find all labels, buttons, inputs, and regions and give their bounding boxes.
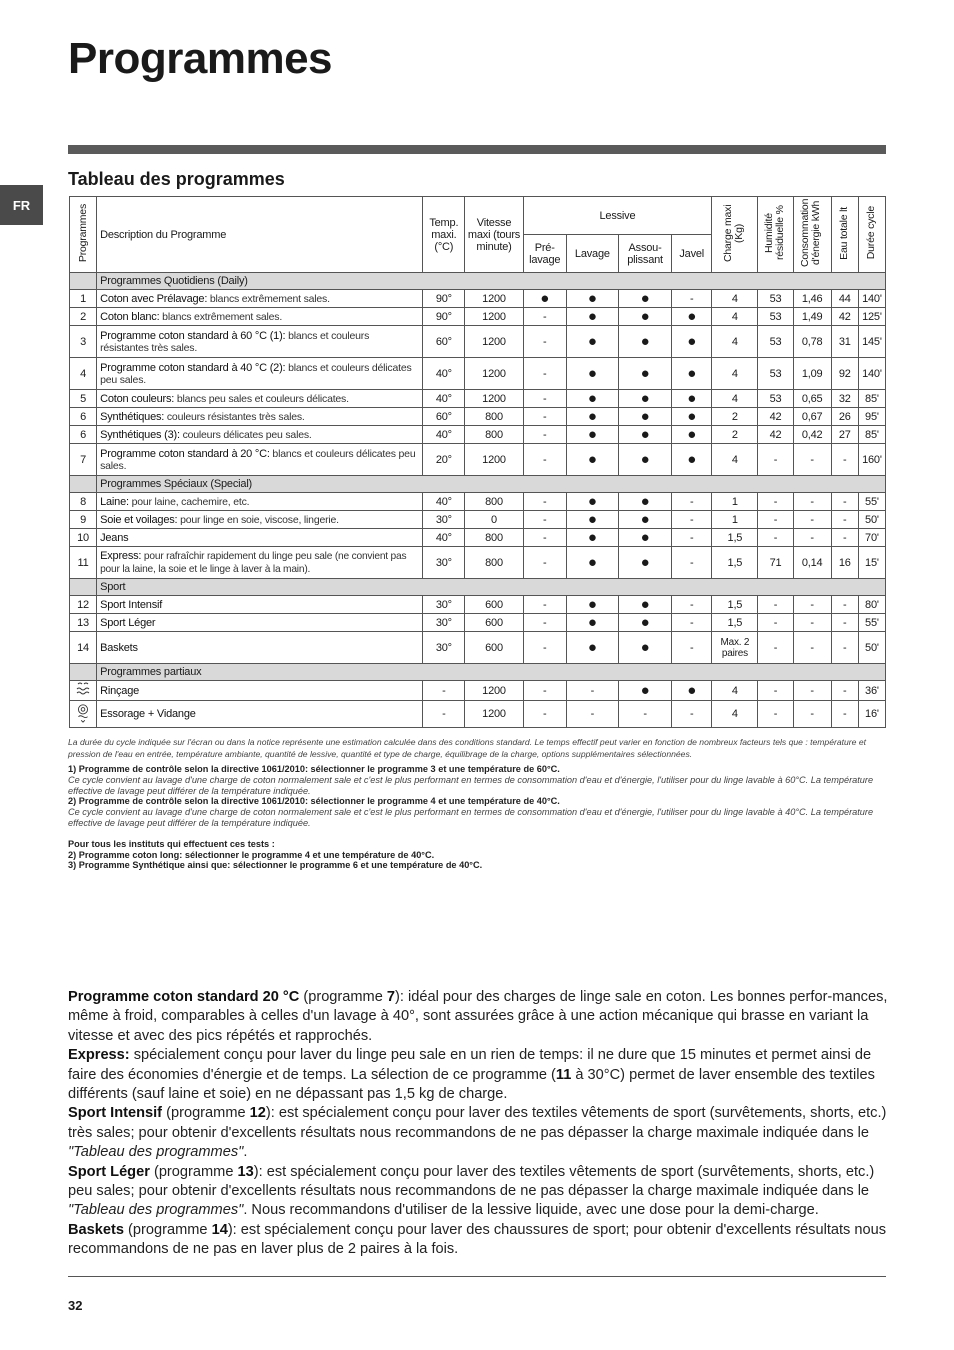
header-lavage: Lavage (566, 235, 618, 273)
header-vitesse: Vitesse maxi (tours minute) (465, 197, 523, 273)
charge-cell: 4 (712, 290, 758, 308)
speed-cell: 800 (465, 493, 523, 511)
eau-cell: 44 (831, 290, 858, 308)
speed-cell: 800 (465, 547, 523, 579)
temp-cell: 60° (423, 408, 465, 426)
lavage-cell: ● (566, 444, 618, 476)
table-row (70, 408, 886, 426)
programme-descriptions (68, 988, 888, 1260)
table-row (70, 290, 886, 308)
prelavage-cell: - (523, 547, 566, 579)
javel-cell: - (672, 529, 712, 547)
header-temp: Temp. maxi. (°C) (423, 197, 465, 273)
programme-description: Coton avec Prélavage: blancs extrêmement sales. (97, 290, 423, 308)
table-row (70, 529, 886, 547)
kwh-cell: 0,67 (793, 408, 831, 426)
humidite-cell: 71 (758, 547, 793, 579)
header-prelavage: Pré-lavage (523, 235, 566, 273)
programme-number: 6 (70, 426, 97, 444)
prelavage-cell: - (523, 614, 566, 632)
assouplissant-cell: ● (618, 390, 671, 408)
prelavage-cell: - (523, 326, 566, 358)
lavage-cell: ● (566, 493, 618, 511)
lavage-cell: ● (566, 390, 618, 408)
header-description: Description du Programme (97, 197, 423, 273)
javel-cell: - (672, 614, 712, 632)
assouplissant-cell: ● (618, 547, 671, 579)
temp-cell: 40° (423, 529, 465, 547)
assouplissant-cell: ● (618, 308, 671, 326)
prelavage-cell: - (523, 426, 566, 444)
kwh-cell: - (793, 614, 831, 632)
temp-cell: - (423, 701, 465, 728)
lavage-cell: ● (566, 547, 618, 579)
page-number: 32 (68, 1298, 83, 1313)
speed-cell: 1200 (465, 701, 523, 728)
javel-cell: - (672, 511, 712, 529)
temp-cell: 30° (423, 632, 465, 664)
table-row (70, 444, 886, 476)
programme-description: Baskets (97, 632, 423, 664)
javel-cell: ● (672, 408, 712, 426)
programme-number: 6 (70, 408, 97, 426)
assouplissant-cell: ● (618, 358, 671, 390)
footnotes (68, 737, 886, 871)
lavage-cell: - (566, 681, 618, 701)
humidite-cell: - (758, 681, 793, 701)
charge-cell: 4 (712, 701, 758, 728)
charge-cell: Max. 2 paires (712, 632, 758, 664)
eau-cell: 42 (831, 308, 858, 326)
humidite-cell: - (758, 444, 793, 476)
section-title: Tableau des programmes (68, 169, 285, 189)
assouplissant-cell: ● (618, 290, 671, 308)
programme-description: Essorage + Vidange (97, 701, 423, 728)
prelavage-cell: - (523, 308, 566, 326)
table-row (70, 681, 886, 701)
para-express: Express: spécialement conçu pour laver du linge peu sale en un rien de temps: il ne dure que 15 minutes et permet ainsi de faire des économies d'énergie et de temps. La sélection de ce programme (11 à 30°C) permet de laver ensemble des textiles différents (sauf laine et soie) en ne dépassant pas 1,5 kg de charge. (68, 1047, 875, 1103)
category-row (70, 664, 886, 681)
temp-cell: - (423, 681, 465, 701)
table-row (70, 426, 886, 444)
temp-cell: 30° (423, 511, 465, 529)
temp-cell: 60° (423, 326, 465, 358)
programme-description: Coton couleurs: blancs peu sales et couleurs délicates. (97, 390, 423, 408)
eau-cell: - (831, 529, 858, 547)
programme-number: 8 (70, 493, 97, 511)
eau-cell: 92 (831, 358, 858, 390)
javel-cell: ● (672, 308, 712, 326)
javel-cell: ● (672, 390, 712, 408)
lavage-cell: ● (566, 290, 618, 308)
table-row (70, 493, 886, 511)
prelavage-cell: - (523, 596, 566, 614)
duree-cell: 95' (858, 408, 885, 426)
charge-cell: 2 (712, 408, 758, 426)
lavage-cell: ● (566, 511, 618, 529)
programme-table (69, 196, 886, 728)
prelavage-cell: - (523, 632, 566, 664)
charge-cell: 4 (712, 326, 758, 358)
speed-cell: 1200 (465, 390, 523, 408)
assouplissant-cell: ● (618, 511, 671, 529)
category-label: Sport (97, 579, 886, 596)
lavage-cell: ● (566, 326, 618, 358)
eau-cell: - (831, 701, 858, 728)
rinse-icon (70, 681, 97, 701)
kwh-cell: - (793, 701, 831, 728)
assouplissant-cell: ● (618, 681, 671, 701)
kwh-cell: - (793, 681, 831, 701)
prelavage-cell: - (523, 701, 566, 728)
assouplissant-cell: ● (618, 614, 671, 632)
charge-cell: 1,5 (712, 596, 758, 614)
duree-cell: 125' (858, 308, 885, 326)
speed-cell: 800 (465, 426, 523, 444)
speed-cell: 0 (465, 511, 523, 529)
programme-description: Synthétiques: couleurs résistantes très sales. (97, 408, 423, 426)
eau-cell: 16 (831, 547, 858, 579)
eau-cell: - (831, 632, 858, 664)
duree-cell: 140' (858, 290, 885, 308)
charge-cell: 1,5 (712, 529, 758, 547)
programme-number: 7 (70, 444, 97, 476)
programme-number: 9 (70, 511, 97, 529)
assouplissant-cell: - (618, 701, 671, 728)
category-row (70, 273, 886, 290)
javel-cell: - (672, 596, 712, 614)
assouplissant-cell: ● (618, 493, 671, 511)
temp-cell: 90° (423, 290, 465, 308)
speed-cell: 800 (465, 529, 523, 547)
temp-cell: 90° (423, 308, 465, 326)
javel-cell: - (672, 290, 712, 308)
lavage-cell: ● (566, 632, 618, 664)
temp-cell: 40° (423, 390, 465, 408)
charge-cell: 1 (712, 493, 758, 511)
humidite-cell: - (758, 596, 793, 614)
programme-number: 11 (70, 547, 97, 579)
kwh-cell: - (793, 596, 831, 614)
table-row (70, 358, 886, 390)
javel-cell: ● (672, 681, 712, 701)
institutes-note-3: 3) Programme Synthétique ainsi que: sélectionner le programme 6 et une température de 40°C. (68, 860, 483, 871)
table-row (70, 326, 886, 358)
lavage-cell: ● (566, 358, 618, 390)
charge-cell: 4 (712, 358, 758, 390)
eau-cell: 32 (831, 390, 858, 408)
kwh-cell: - (793, 444, 831, 476)
duree-cell: 55' (858, 493, 885, 511)
para-sport-leger: Sport Léger (programme 13): est spécialement conçu pour laver des textiles vêtements de sport (survêtements, shorts, etc.) peu sales; pour obtenir d'excellents résultats nous recommandons de ne pas dépasser la charge maximale indiquée dans le "Tableau des programmes". Nous recommandons d'utiliser de la lessive liquide, avec une dose pour la demi-charge. (68, 1163, 875, 1219)
eau-cell: - (831, 493, 858, 511)
kwh-cell: 0,42 (793, 426, 831, 444)
kwh-cell: 1,46 (793, 290, 831, 308)
speed-cell: 600 (465, 596, 523, 614)
duree-cell: 140' (858, 358, 885, 390)
header-eau: Eau totale lt (831, 197, 858, 273)
table-row (70, 308, 886, 326)
spin-drain-icon (70, 701, 97, 728)
programme-number: 14 (70, 632, 97, 664)
language-tab: FR (0, 185, 43, 225)
programme-description: Sport Léger (97, 614, 423, 632)
lavage-cell: ● (566, 308, 618, 326)
programme-table-body (70, 273, 886, 728)
eau-cell: - (831, 511, 858, 529)
temp-cell: 40° (423, 426, 465, 444)
humidite-cell: 53 (758, 358, 793, 390)
eau-cell: - (831, 681, 858, 701)
programme-number: 13 (70, 614, 97, 632)
speed-cell: 1200 (465, 444, 523, 476)
duree-cell: 160' (858, 444, 885, 476)
programme-number: 10 (70, 529, 97, 547)
category-row (70, 476, 886, 493)
programme-description: Synthétiques (3): couleurs délicates peu sales. (97, 426, 423, 444)
programme-description: Express: pour rafraîchir rapidement du linge peu sale (ne convient pas pour la laine, la soie et le linge à laver à la main). (97, 547, 423, 579)
charge-cell: 4 (712, 444, 758, 476)
table-row (70, 596, 886, 614)
lavage-cell: ● (566, 529, 618, 547)
para-baskets: Baskets (programme 14): est spécialement conçu pour laver des chaussures de sport; pour obtenir d'excellents résultats nous recommandons de ne pas en laver plus de 2 paires à la fois. (68, 1221, 887, 1258)
humidite-cell: - (758, 493, 793, 511)
table-row (70, 511, 886, 529)
lavage-cell: - (566, 701, 618, 728)
institutes-note-2: 2) Programme coton long: sélectionner le programme 4 et une température de 40°C. (68, 849, 435, 860)
duree-cell: 50' (858, 632, 885, 664)
eau-cell: 27 (831, 426, 858, 444)
speed-cell: 1200 (465, 358, 523, 390)
kwh-cell: 1,09 (793, 358, 831, 390)
speed-cell: 600 (465, 614, 523, 632)
assouplissant-cell: ● (618, 408, 671, 426)
table-row (70, 614, 886, 632)
prelavage-cell: - (523, 358, 566, 390)
table-row (70, 390, 886, 408)
assouplissant-cell: ● (618, 426, 671, 444)
programme-number: 2 (70, 308, 97, 326)
header-consommation: Consommation d'énergie kWh (793, 197, 831, 273)
institutes-title: Pour tous les instituts qui effectuent ces tests : (68, 838, 275, 849)
temp-cell: 40° (423, 493, 465, 511)
kwh-cell: - (793, 632, 831, 664)
category-label: Programmes Spéciaux (Special) (97, 476, 886, 493)
assouplissant-cell: ● (618, 596, 671, 614)
programme-number: 1 (70, 290, 97, 308)
temp-cell: 20° (423, 444, 465, 476)
prelavage-cell: ● (523, 290, 566, 308)
charge-cell: 1,5 (712, 614, 758, 632)
speed-cell: 1200 (465, 681, 523, 701)
assouplissant-cell: ● (618, 632, 671, 664)
prelavage-cell: - (523, 390, 566, 408)
para-coton-20: Programme coton standard 20 °C (programme 7): idéal pour des charges de linge sale en coton. Les bonnes perfor-mances, même à froid, comparables à celles d'un lavage à 40°, sont assurées grâce à une action mécanique qui brasse en variant la vitesse et avec des pics répétés et rapprochés. (68, 989, 888, 1044)
programme-number: 4 (70, 358, 97, 390)
javel-cell: - (672, 632, 712, 664)
para-sport-intensif: Sport Intensif (programme 12): est spécialement conçu pour laver des textiles vêtements de sport (survêtements, shorts, etc.) très sales; pour obtenir d'excellents résultats nous recommandons de ne pas dépasser la charge maximale indiquée dans le "Tableau des programmes". (68, 1105, 887, 1161)
lavage-cell: ● (566, 614, 618, 632)
prelavage-cell: - (523, 408, 566, 426)
footer-rule (68, 1276, 886, 1277)
header-lessive: Lessive (523, 197, 712, 235)
prelavage-cell: - (523, 529, 566, 547)
programme-description: Sport Intensif (97, 596, 423, 614)
programme-description: Rinçage (97, 681, 423, 701)
category-label: Programmes partiaux (97, 664, 886, 681)
duree-cell: 70' (858, 529, 885, 547)
note2-title: 2) Programme de contrôle selon la directive 1061/2010: sélectionner le programme 4 et une température de 40°C. (68, 796, 560, 807)
prelavage-cell: - (523, 444, 566, 476)
humidite-cell: - (758, 632, 793, 664)
duree-cell: 85' (858, 390, 885, 408)
humidite-cell: 53 (758, 326, 793, 358)
programme-description: Coton blanc: blancs extrêmement sales. (97, 308, 423, 326)
charge-cell: 1 (712, 511, 758, 529)
lavage-cell: ● (566, 408, 618, 426)
temp-cell: 30° (423, 547, 465, 579)
kwh-cell: 0,78 (793, 326, 831, 358)
javel-cell: ● (672, 326, 712, 358)
programme-description: Programme coton standard à 40 °C (2): blancs et couleurs délicates peu sales. (97, 358, 423, 390)
duree-cell: 85' (858, 426, 885, 444)
duree-cell: 55' (858, 614, 885, 632)
header-duree: Durée cycle (858, 197, 885, 273)
header-charge: Charge maxi (Kg) (712, 197, 758, 273)
duree-cell: 15' (858, 547, 885, 579)
programme-number: 12 (70, 596, 97, 614)
kwh-cell: - (793, 493, 831, 511)
table-row (70, 632, 886, 664)
humidite-cell: 42 (758, 408, 793, 426)
speed-cell: 800 (465, 408, 523, 426)
programme-description: Programme coton standard à 20 °C: blancs et couleurs délicates peu sales. (97, 444, 423, 476)
javel-cell: ● (672, 444, 712, 476)
prelavage-cell: - (523, 511, 566, 529)
header-humidite: Humidité résiduelle % (758, 197, 793, 273)
charge-cell: 2 (712, 426, 758, 444)
humidite-cell: 53 (758, 290, 793, 308)
programme-description: Jeans (97, 529, 423, 547)
speed-cell: 600 (465, 632, 523, 664)
speed-cell: 1200 (465, 326, 523, 358)
programme-number: 5 (70, 390, 97, 408)
programme-description: Laine: pour laine, cachemire, etc. (97, 493, 423, 511)
assouplissant-cell: ● (618, 326, 671, 358)
assouplissant-cell: ● (618, 444, 671, 476)
javel-cell: - (672, 547, 712, 579)
category-label: Programmes Quotidiens (Daily) (97, 273, 886, 290)
programme-number: 3 (70, 326, 97, 358)
humidite-cell: - (758, 529, 793, 547)
charge-cell: 4 (712, 390, 758, 408)
kwh-cell: - (793, 529, 831, 547)
table-row (70, 701, 886, 728)
programme-description: Soie et voilages: pour linge en soie, viscose, lingerie. (97, 511, 423, 529)
header-assouplissant: Assou-plissant (618, 235, 671, 273)
duree-cell: 80' (858, 596, 885, 614)
kwh-cell: 0,65 (793, 390, 831, 408)
note1-text: Ce cycle convient au lavage d'une charge de coton normalement sale et c'est le plus performant en termes de consommation d'eau et d'énergie, l'utiliser pour du linge lavable à 60°C. La température effective de lavage peut différer de la température indiquée. (68, 774, 874, 796)
table-row (70, 547, 886, 579)
header-javel: Javel (672, 235, 712, 273)
eau-cell: 26 (831, 408, 858, 426)
temp-cell: 30° (423, 596, 465, 614)
kwh-cell: 1,49 (793, 308, 831, 326)
humidite-cell: 53 (758, 308, 793, 326)
humidite-cell: - (758, 511, 793, 529)
programme-description: Programme coton standard à 60 °C (1): blancs et couleurs résistantes très sales. (97, 326, 423, 358)
humidite-cell: 42 (758, 426, 793, 444)
javel-cell: ● (672, 358, 712, 390)
duration-note: La durée du cycle indiquée sur l'écran ou dans la notice représente une estimation calculée dans des conditions standard. Le temps effectif peut varier en fonction de nombreux facteurs tels que : température et pression de l'eau en entrée, température ambiante, quantité de lessive, quantité et type de charge, équilibrage de la charge, options supplémentaires sélectionnées. (68, 737, 866, 759)
lavage-cell: ● (566, 426, 618, 444)
note1-title: 1) Programme de contrôle selon la directive 1061/2010: sélectionner le programme 3 et une température de 60°C. (68, 764, 560, 774)
page-title: Programmes (68, 34, 333, 83)
duree-cell: 50' (858, 511, 885, 529)
duree-cell: 145' (858, 326, 885, 358)
temp-cell: 40° (423, 358, 465, 390)
javel-cell: ● (672, 426, 712, 444)
charge-cell: 1,5 (712, 547, 758, 579)
speed-cell: 1200 (465, 290, 523, 308)
eau-cell: - (831, 444, 858, 476)
lavage-cell: ● (566, 596, 618, 614)
note2-text: Ce cycle convient au lavage d'une charge de coton normalement sale et c'est le plus performant en termes de consommation d'eau et d'énergie, l'utiliser pour du linge lavable à 40°C. La température effective de lavage peut différer de la température indiquée. (68, 807, 874, 828)
speed-cell: 1200 (465, 308, 523, 326)
humidite-cell: - (758, 701, 793, 728)
assouplissant-cell: ● (618, 529, 671, 547)
charge-cell: 4 (712, 681, 758, 701)
category-row (70, 579, 886, 596)
kwh-cell: 0,14 (793, 547, 831, 579)
prelavage-cell: - (523, 681, 566, 701)
javel-cell: - (672, 493, 712, 511)
prelavage-cell: - (523, 493, 566, 511)
charge-cell: 4 (712, 308, 758, 326)
humidite-cell: - (758, 614, 793, 632)
temp-cell: 30° (423, 614, 465, 632)
kwh-cell: - (793, 511, 831, 529)
header-rule (68, 145, 886, 154)
eau-cell: - (831, 596, 858, 614)
javel-cell: - (672, 701, 712, 728)
eau-cell: - (831, 614, 858, 632)
duree-cell: 36' (858, 681, 885, 701)
eau-cell: 31 (831, 326, 858, 358)
duree-cell: 16' (858, 701, 885, 728)
header-programmes: Programmes (70, 197, 97, 273)
humidite-cell: 53 (758, 390, 793, 408)
